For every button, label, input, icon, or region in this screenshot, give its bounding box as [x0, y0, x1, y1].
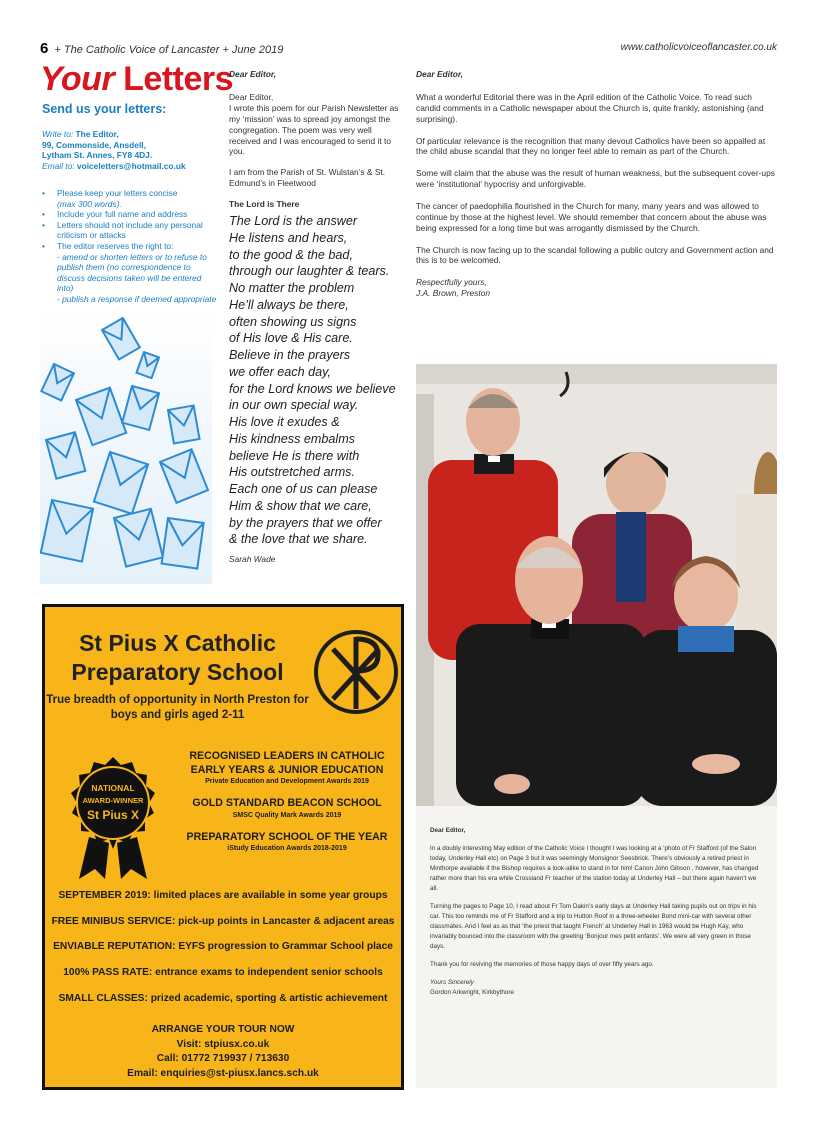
school-facts	[45, 889, 401, 1017]
letter-paragraph: What a wonderful Editorial there was in the April edition of the Catholic Voice. To read such candid comments in a Catholic newspaper about the Church is, quite frankly, astonishing (and surprising).	[416, 91, 764, 124]
award-title: PREPARATORY SCHOOL OF THE YEAR	[186, 830, 388, 843]
letter-signature: Gordon Arkwright, Kirkbythore	[430, 989, 514, 996]
email-label: Email to:	[42, 160, 75, 171]
letter-paragraph: Turning the pages to Page 10, I read about Fr Tom Dakin’s early days at Underley Hall taking pupils out on trips in his car. This too reminds me of Fr Stafford and a trip to Hutton Roof in a three-wheeler Bond mini-car with several other classmates. And I feel as as that ‘the priest that taught French’ at Underley Hall in 1963 would be Hugh Kay, who invariably bounced into the classroom with the greeting ‘Bonjour mes petit enfants’. We were all very green in those days.	[430, 903, 757, 950]
poem-body: The Lord is the answer He listens and hears, to the good & the bad, through our laughter & tears. No matter the problem He’ll always be there, often showing us signs of His love & His care. Believe in the prayers we offer each day, for the Lord knows we believe in our own special way. His love it exudes & His kindness embalms believe He is there with His outstretched arms. Each one of us can please Him & show that we care, by the prayers that we offer & the love that we share.	[229, 214, 396, 547]
guideline-item	[42, 209, 217, 220]
school-advert[interactable]	[42, 604, 404, 1090]
fact-item: SEPTEMBER 2019: limited places are available in some year groups	[58, 890, 388, 901]
call-to-action	[45, 1023, 401, 1081]
guideline-text: • The editor reserves the right to:	[57, 240, 174, 251]
poem-title: The Lord is There	[229, 199, 300, 210]
award-source: iStudy Education Awards 2018-2019	[227, 845, 347, 852]
address-line-1: 99, Commonside, Ansdell,	[42, 139, 146, 150]
award-badge-icon	[59, 755, 167, 883]
svg-text:AWARD-WINNER: AWARD-WINNER	[82, 796, 144, 805]
envelope-icon	[40, 312, 212, 584]
awards-list	[175, 750, 399, 864]
svg-text:NATIONAL: NATIONAL	[91, 783, 135, 793]
letter-salutation: Dear Editor,	[416, 69, 464, 79]
fact-item: ENVIABLE REPUTATION: EYFS progression to Grammar School place	[53, 941, 393, 953]
page-number: 6	[40, 40, 49, 57]
letter-signature: J.A. Brown, Preston	[416, 288, 491, 299]
page-header	[40, 40, 283, 57]
website-link[interactable]: Visit: stpiusx.co.uk	[176, 1038, 270, 1050]
title-your: Your	[40, 60, 115, 98]
email-link[interactable]: voiceletters@hotmail.co.uk	[76, 160, 186, 171]
website-url[interactable]: www.catholicvoiceoflancaster.co.uk	[620, 42, 777, 53]
envelopes-illustration	[40, 312, 212, 584]
guideline-text: • Please keep your letters concise	[57, 188, 178, 198]
publication-line: + The Catholic Voice of Lancaster + June 2019	[54, 44, 284, 56]
poem-letter	[229, 69, 399, 565]
guideline-text: • Letters should not include any personal criticism or attacks	[57, 219, 203, 241]
group-photo-image	[416, 364, 777, 806]
photo-letter	[416, 806, 777, 1088]
guideline-sub: - amend or shorten letters or to refuse to publish them (no correspondence to discuss decisions taken will be entered into) - publish a response if deemed appropriate	[57, 251, 217, 304]
letter-paragraph: Of particular relevance is the recognition that many devout Catholics have been so appalled at the child abuse scandal that they no longer feel able to remain as part of the Church.	[416, 135, 766, 157]
editorial-letter	[416, 69, 776, 299]
letter-paragraph: Some will claim that the abuse was the result of human weakness, but the subsequent cover-ups were ‘institutional’ hypocrisy and unforgivable.	[416, 168, 775, 190]
letter-paragraph: In a doubly interesting May edition of the Catholic Voice I thought I was looking at a ‘photo of Fr Stafford (of the Salon today, Underley Hall etc) on Page 3 but it was seemingly Monsignor Seesbrick. There’s obviously a retired priest in Minthorpe available if the Bishop requires a look-alike to stand in for him! Canon John Gibson , however, has changed rather more than his era while Crossland Fr teacher of the station today at Underley Hall – but there again haven’t we all.	[430, 845, 759, 892]
chi-rho-icon	[313, 629, 399, 715]
letter-paragraph: I am from the Parish of St. Wulstan’s & St. Edmund’s in Fleetwood	[229, 167, 386, 189]
letter-paragraph: Thank you for reviving the memories of those happy days of over fifty years ago.	[430, 961, 654, 968]
section-title	[40, 60, 233, 99]
award-source: Private Education and Development Awards 2019	[205, 778, 369, 785]
email-link[interactable]: Email: enquiries@st-piusx.lancs.sch.uk	[127, 1067, 319, 1079]
write-to-label: Write to:	[42, 129, 74, 139]
school-name: St Pius X Catholic Preparatory School	[71, 630, 284, 685]
school-tagline: True breadth of opportunity in North Preston for boys and girls aged 2-11	[46, 694, 309, 721]
title-letters: Letters	[123, 60, 234, 98]
cta-heading: ARRANGE YOUR TOUR NOW	[151, 1024, 295, 1035]
guideline-item	[42, 241, 217, 305]
svg-text:St Pius X: St Pius X	[86, 808, 140, 822]
fact-item: FREE MINIBUS SERVICE: pick-up points in Lancaster & adjacent areas	[51, 915, 395, 927]
letter-salutation: Dear Editor,	[229, 69, 277, 79]
award-source: SMSC Quality Mark Awards 2019	[232, 811, 342, 819]
contact-address	[42, 129, 217, 171]
phone-number[interactable]: Call: 01772 719937 / 713630	[156, 1053, 290, 1064]
award-title: GOLD STANDARD BEACON SCHOOL	[192, 797, 382, 809]
letter-author: Sarah Wade	[229, 554, 276, 565]
letter-paragraph: Dear Editor, I wrote this poem for our Parish Newsletter as my ‘mission’ was to spread joy amongst the congregation. The poem was very well received and I was encouraged to send it to you.	[229, 91, 399, 157]
letter-signoff: Yours Sincerely	[430, 979, 474, 986]
letter-signoff: Respectfully yours,	[416, 277, 487, 288]
guideline-text: • Include your full name and address	[57, 209, 188, 220]
letter-guidelines	[42, 188, 217, 305]
group-photo	[416, 364, 777, 806]
guideline-sub: (max 300 words).	[57, 198, 122, 209]
send-letters-heading: Send us your letters:	[42, 102, 167, 116]
fact-item: SMALL CLASSES: prized academic, sporting & artistic achievement	[58, 992, 388, 1004]
letter-paragraph: The Church is now facing up to the scandal following a public outcry and Government action and this is to be welcomed.	[416, 244, 774, 266]
letter-paragraph: The cancer of paedophilia flourished in the Church for many, many years and was allowed to continue by those at the highest level. We should remember that concern about the abuse was being expressed for a long time but was arrogantly dismissed by the Church.	[416, 200, 767, 233]
letter-salutation: Dear Editor,	[430, 827, 466, 834]
address-line-2: Lytham St. Annes, FY8 4DJ.	[42, 150, 153, 161]
guideline-item	[42, 220, 217, 241]
award-title: RECOGNISED LEADERS IN CATHOLIC EARLY YEARS & JUNIOR EDUCATION	[189, 750, 385, 776]
fact-item: 100% PASS RATE: entrance exams to independent senior schools	[63, 967, 383, 979]
editor-name: The Editor,	[75, 129, 119, 139]
guideline-item	[42, 188, 217, 209]
